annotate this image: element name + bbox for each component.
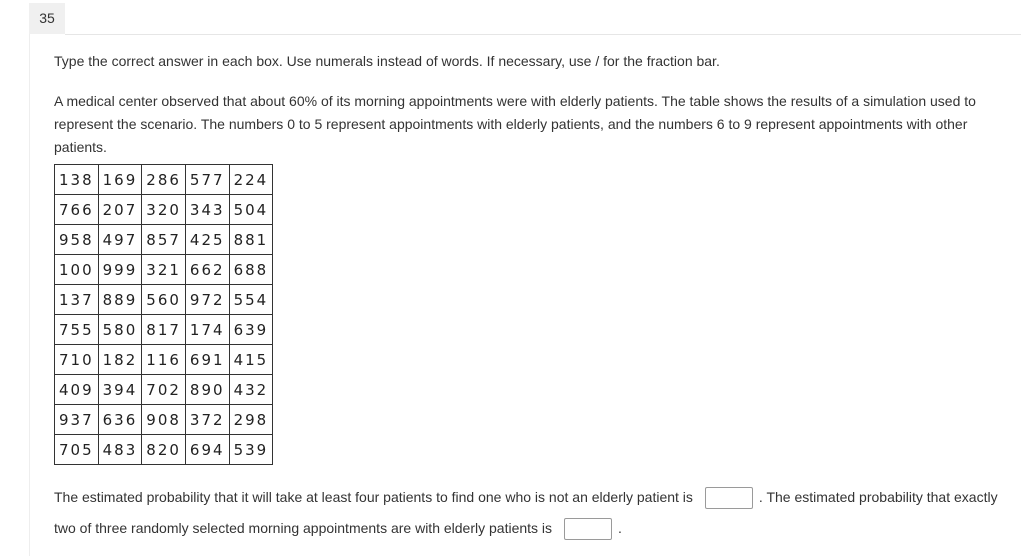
table-cell: 908 xyxy=(142,405,186,435)
table-row xyxy=(55,345,273,375)
table-cell: 702 xyxy=(142,375,186,405)
table-row xyxy=(55,285,273,315)
table-cell: 937 xyxy=(55,405,99,435)
table-cell: 710 xyxy=(55,345,99,375)
table-cell: 636 xyxy=(98,405,142,435)
table-cell: 224 xyxy=(229,165,273,195)
header-divider xyxy=(65,34,1021,35)
table-cell: 560 xyxy=(142,285,186,315)
table-cell: 409 xyxy=(55,375,99,405)
scenario-text: A medical center observed that about 60% of its morning appointments were with elderly patients. The table shows the results of a simulation used to represent the scenario. The numbers 0 to 5 represent appointments with elderly patients, and the numbers 6 to 9 represent appointments with other patients. xyxy=(54,93,976,155)
table-cell: 817 xyxy=(142,315,186,345)
table-cell: 425 xyxy=(185,225,229,255)
table-cell: 688 xyxy=(229,255,273,285)
table-cell: 504 xyxy=(229,195,273,225)
question-part-3: . xyxy=(618,520,622,536)
table-cell: 286 xyxy=(142,165,186,195)
question-part-2: . The estimated probability that exactly two of three randomly selected morning appointments are with elderly patients is xyxy=(54,489,998,536)
question-text xyxy=(54,482,1004,544)
table-cell: 691 xyxy=(185,345,229,375)
table-row xyxy=(55,435,273,465)
table-cell: 999 xyxy=(98,255,142,285)
table-row xyxy=(55,255,273,285)
table-cell: 694 xyxy=(185,435,229,465)
table-cell: 372 xyxy=(185,405,229,435)
table-cell: 820 xyxy=(142,435,186,465)
table-row xyxy=(55,165,273,195)
table-cell: 497 xyxy=(98,225,142,255)
table-cell: 100 xyxy=(55,255,99,285)
table-cell: 577 xyxy=(185,165,229,195)
table-cell: 137 xyxy=(55,285,99,315)
table-cell: 483 xyxy=(98,435,142,465)
table-cell: 857 xyxy=(142,225,186,255)
table-cell: 705 xyxy=(55,435,99,465)
table-cell: 182 xyxy=(98,345,142,375)
table-row xyxy=(55,315,273,345)
table-cell: 766 xyxy=(55,195,99,225)
simulation-table-body xyxy=(55,165,273,465)
table-row xyxy=(55,405,273,435)
table-cell: 958 xyxy=(55,225,99,255)
table-cell: 539 xyxy=(229,435,273,465)
table-cell: 169 xyxy=(98,165,142,195)
table-cell: 639 xyxy=(229,315,273,345)
table-cell: 662 xyxy=(185,255,229,285)
left-divider xyxy=(29,34,30,556)
table-cell: 432 xyxy=(229,375,273,405)
table-cell: 394 xyxy=(98,375,142,405)
table-cell: 415 xyxy=(229,345,273,375)
answer-box-2[interactable] xyxy=(564,518,612,540)
table-cell: 972 xyxy=(185,285,229,315)
table-cell: 320 xyxy=(142,195,186,225)
table-cell: 890 xyxy=(185,375,229,405)
table-cell: 321 xyxy=(142,255,186,285)
table-cell: 580 xyxy=(98,315,142,345)
table-cell: 881 xyxy=(229,225,273,255)
instructions-text: Type the correct answer in each box. Use numerals instead of words. If necessary, use / for the fraction bar. xyxy=(54,53,720,69)
table-cell: 343 xyxy=(185,195,229,225)
table-row xyxy=(55,195,273,225)
table-cell: 889 xyxy=(98,285,142,315)
table-row xyxy=(55,375,273,405)
table-row xyxy=(55,225,273,255)
answer-box-1[interactable] xyxy=(705,487,753,509)
table-cell: 207 xyxy=(98,195,142,225)
table-cell: 138 xyxy=(55,165,99,195)
table-cell: 298 xyxy=(229,405,273,435)
question-part-1: The estimated probability that it will take at least four patients to find one who is not an elderly patient is xyxy=(54,489,693,505)
table-cell: 755 xyxy=(55,315,99,345)
question-content xyxy=(54,50,998,544)
table-cell: 116 xyxy=(142,345,186,375)
table-cell: 174 xyxy=(185,315,229,345)
question-number: 35 xyxy=(29,3,65,34)
simulation-table xyxy=(54,164,273,465)
table-cell: 554 xyxy=(229,285,273,315)
